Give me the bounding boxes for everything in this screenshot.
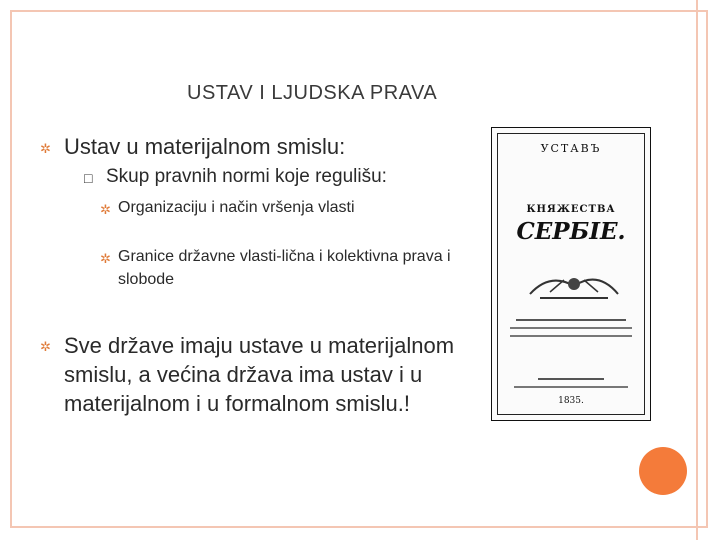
- gear-bullet-icon: ✲: [100, 251, 111, 266]
- decorative-circle: [639, 447, 687, 495]
- bullet-ustav-materijalni: Ustav u materijalnom smislu:: [64, 134, 346, 159]
- bullet-skup-normi: Skup pravnih normi koje regulišu:: [106, 166, 387, 187]
- cover-subtitle: КНЯЖЕСТВА: [526, 204, 616, 215]
- bullet-sve-drzave: Sve države imaju ustave u materijalnom smislu, a većina država ima ustav i u materijalnom i u formalnom smislu.!: [64, 333, 455, 416]
- square-bullet-icon: □: [84, 170, 93, 186]
- cover-text-line: [514, 386, 628, 388]
- slide-title: USTAV I LJUDSKA PRAVA: [187, 82, 438, 104]
- cover-top-text: УСТАВЪ: [540, 142, 602, 155]
- cover-text-line: [538, 378, 604, 380]
- cover-text-line: [510, 327, 632, 329]
- gear-bullet-icon: ✲: [40, 339, 51, 354]
- cover-text-line: [516, 319, 626, 321]
- bullet-granice-line2: slobode: [118, 271, 175, 288]
- gear-bullet-icon: ✲: [40, 141, 51, 156]
- cover-emblem-icon: [520, 264, 628, 306]
- cover-year: 1835.: [558, 396, 584, 406]
- cover-text-line: [510, 335, 632, 337]
- bullet-organizacija: Organizaciju i način vršenja vlasti: [118, 199, 355, 216]
- slide-right-rule: [696, 0, 698, 540]
- bullet-granice-line1: Granice državne vlasti-lična i kolektivna prava i: [118, 248, 451, 265]
- constitution-cover-image: [491, 127, 651, 421]
- gear-bullet-icon: ✲: [100, 202, 111, 217]
- cover-frame: [497, 133, 645, 415]
- cover-main-title: СЕРБІЕ.: [516, 218, 626, 245]
